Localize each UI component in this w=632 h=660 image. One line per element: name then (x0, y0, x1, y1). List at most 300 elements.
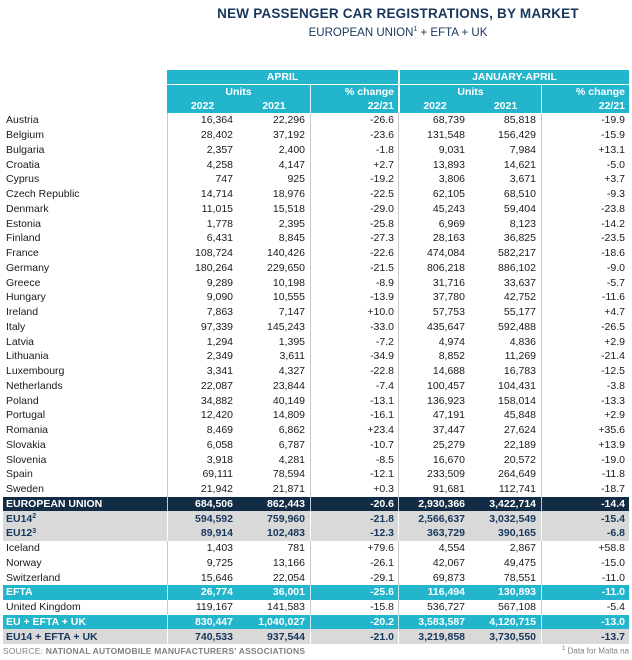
janapr-pct-change-cell: -23.8 (541, 202, 629, 217)
april-pct-change-cell: -21.8 (310, 511, 398, 526)
april-pct-change-cell: -20.2 (310, 615, 398, 630)
market-label-cell (3, 216, 167, 231)
april-2021-units-cell: 102,483 (267, 527, 305, 540)
market-label: Portugal (6, 409, 46, 422)
april-2022-units-cell: 97,339 (167, 320, 238, 335)
april-2021-units-cell: 10,198 (272, 276, 305, 289)
market-label: EU14 + EFTA + UK (6, 630, 98, 643)
col-header-2022-janapr: 2022 (400, 99, 470, 113)
market-label-cell (3, 187, 167, 202)
table-row (3, 438, 629, 453)
market-label-cell (3, 497, 167, 512)
janapr-2021-units-cell: 20,572 (503, 453, 536, 466)
header-spacer (3, 85, 167, 99)
janapr-2022-units-cell: 474,084 (427, 247, 465, 260)
april-pct-change-cell: -29.0 (310, 202, 398, 217)
malta-footnote (562, 646, 629, 656)
april-pct-change-cell: -15.8 (310, 600, 398, 615)
april-pct-change-cell: -1.8 (310, 143, 398, 158)
table-row (3, 128, 629, 143)
market-label: Denmark (6, 202, 49, 215)
market-footnote-marker: 2 (32, 513, 37, 521)
janapr-pct-change-cell: -5.4 (541, 600, 629, 615)
janapr-pct-change-cell: -18.6 (541, 246, 629, 261)
janapr-pct-change-cell: -6.8 (541, 526, 629, 541)
subtitle-footnote-marker: 1 (413, 26, 418, 33)
janapr-2022-units-cell: 2,566,637 (418, 512, 465, 525)
market-label-cell (3, 364, 167, 379)
april-2022-units-cell: 15,646 (167, 570, 238, 585)
header-row-period (3, 70, 629, 85)
april-2021-units-cell: 13,166 (272, 556, 305, 569)
april-2022-units-cell: 3,918 (167, 452, 238, 467)
janapr-2022-units-cell: 37,447 (432, 424, 465, 437)
janapr-pct-change-cell: -5.7 (541, 275, 629, 290)
table-row (3, 143, 629, 158)
janapr-2021-units-cell: 156,429 (498, 129, 536, 142)
market-label-cell (3, 379, 167, 394)
market-label: United Kingdom (6, 601, 81, 614)
janapr-2021-units-cell: 264,649 (498, 468, 536, 481)
april-pct-change-cell: +79.6 (310, 541, 398, 556)
market-label-cell (3, 629, 167, 644)
april-pct-change-cell: -8.9 (310, 275, 398, 290)
market-label-cell (3, 600, 167, 615)
janapr-pct-change-cell: -26.5 (541, 320, 629, 335)
april-2022-units-cell: 4,258 (167, 157, 238, 172)
market-label: Hungary (6, 291, 46, 304)
april-2021-units-cell: 4,147 (278, 158, 305, 171)
april-2022-units-cell: 6,058 (167, 438, 238, 453)
janapr-2021-units-cell: 8,123 (509, 217, 536, 230)
janapr-2022-units-cell: 47,191 (432, 409, 465, 422)
janapr-pct-change-cell: -19.9 (541, 113, 629, 128)
janapr-2022-units-cell: 25,279 (432, 438, 465, 451)
april-pct-change-cell: -25.6 (310, 585, 398, 600)
market-label: Romania (6, 424, 49, 437)
janapr-pct-change-cell: -13.7 (541, 629, 629, 644)
janapr-2022-units-cell: 3,219,858 (418, 630, 465, 643)
april-2022-units-cell: 89,914 (167, 526, 238, 541)
april-2021-units-cell: 14,809 (272, 409, 305, 422)
col-header-ratio-april: 22/21 (310, 99, 398, 113)
april-2022-units-cell: 9,289 (167, 275, 238, 290)
market-label: Greece (6, 276, 41, 289)
market-label: Lithuania (6, 350, 49, 363)
market-label: Sweden (6, 483, 44, 496)
market-label-cell (3, 275, 167, 290)
janapr-2022-units-cell: 8,852 (438, 350, 465, 363)
janapr-pct-change-cell: -15.4 (541, 511, 629, 526)
source-note (3, 646, 305, 656)
april-2022-units-cell: 11,015 (167, 202, 238, 217)
table-row (3, 231, 629, 246)
april-2022-units-cell: 7,863 (167, 305, 238, 320)
april-2022-units-cell: 9,090 (167, 290, 238, 305)
janapr-2022-units-cell: 28,163 (432, 232, 465, 245)
market-label-cell (3, 452, 167, 467)
table-row (3, 216, 629, 231)
april-2022-units-cell: 22,087 (167, 379, 238, 394)
table-row (3, 261, 629, 276)
janapr-pct-change-cell: -13.3 (541, 393, 629, 408)
janapr-2021-units-cell: 567,108 (498, 601, 536, 614)
janapr-pct-change-cell: -14.2 (541, 216, 629, 231)
janapr-2022-units-cell: 100,457 (427, 379, 465, 392)
janapr-pct-change-cell: -15.0 (541, 556, 629, 571)
april-2022-units-cell: 14,714 (167, 187, 238, 202)
april-pct-change-cell: -8.5 (310, 452, 398, 467)
april-pct-change-cell: -25.8 (310, 216, 398, 231)
janapr-2022-units-cell: 3,806 (438, 173, 465, 186)
market-label: Poland (6, 394, 39, 407)
janapr-2021-units-cell: 11,269 (504, 350, 536, 363)
april-2021-units-cell: 759,960 (267, 512, 305, 525)
janapr-2021-units-cell: 104,431 (498, 379, 536, 392)
market-label: EFTA (6, 586, 33, 599)
col-header-january-april: JANUARY-APRIL (400, 70, 629, 85)
market-label-cell (3, 585, 167, 600)
janapr-2022-units-cell: 136,923 (427, 394, 465, 407)
col-header-pct-change-janapr: % change (541, 85, 629, 99)
april-pct-change-cell: -33.0 (310, 320, 398, 335)
page-subtitle (167, 26, 629, 39)
april-2021-units-cell: 36,001 (272, 586, 305, 599)
janapr-2021-units-cell: 130,893 (498, 586, 536, 599)
april-pct-change-cell: -13.9 (310, 290, 398, 305)
april-2021-units-cell: 781 (287, 542, 305, 555)
janapr-2021-units-cell: 592,488 (498, 320, 536, 333)
april-2022-units-cell: 684,506 (167, 497, 238, 512)
janapr-2021-units-cell: 4,120,715 (489, 615, 536, 628)
april-2022-units-cell: 9,725 (167, 556, 238, 571)
market-label-cell (3, 157, 167, 172)
table-row (3, 585, 629, 600)
table-row (3, 290, 629, 305)
janapr-2021-units-cell: 68,510 (503, 188, 536, 201)
janapr-2021-units-cell: 3,730,550 (489, 630, 536, 643)
market-label: Estonia (6, 217, 42, 230)
table-row (3, 629, 629, 644)
april-2021-units-cell: 2,395 (278, 217, 305, 230)
janapr-2021-units-cell: 112,741 (498, 483, 536, 496)
market-label-cell (3, 467, 167, 482)
table-row (3, 452, 629, 467)
janapr-pct-change-cell: -11.8 (541, 467, 629, 482)
table-body (3, 113, 629, 644)
april-2021-units-cell: 6,787 (278, 438, 305, 451)
table-row (3, 615, 629, 630)
janapr-2022-units-cell: 45,243 (432, 202, 465, 215)
april-pct-change-cell: -7.4 (310, 379, 398, 394)
april-2021-units-cell: 78,594 (272, 468, 305, 481)
table-row (3, 600, 629, 615)
april-2021-units-cell: 141,583 (267, 601, 305, 614)
april-2021-units-cell: 862,443 (267, 497, 305, 510)
april-pct-change-cell: +10.0 (310, 305, 398, 320)
april-2022-units-cell: 34,882 (167, 393, 238, 408)
april-pct-change-cell: -21.0 (310, 629, 398, 644)
janapr-2022-units-cell: 68,739 (432, 114, 465, 127)
janapr-2022-units-cell: 13,893 (432, 158, 465, 171)
april-pct-change-cell: -22.8 (310, 364, 398, 379)
janapr-2021-units-cell: 85,818 (503, 114, 536, 127)
janapr-pct-change-cell: -11.6 (541, 290, 629, 305)
table-row (3, 423, 629, 438)
april-pct-change-cell: -12.3 (310, 526, 398, 541)
janapr-2022-units-cell: 69,873 (432, 571, 465, 584)
market-label-cell (3, 526, 167, 541)
janapr-2022-units-cell: 16,670 (432, 453, 465, 466)
footer (3, 646, 629, 656)
col-header-2022-april: 2022 (167, 99, 238, 113)
april-2022-units-cell: 3,341 (167, 364, 238, 379)
janapr-pct-change-cell: -9.3 (541, 187, 629, 202)
table-row (3, 172, 629, 187)
janapr-2022-units-cell: 233,509 (427, 468, 465, 481)
janapr-pct-change-cell: -12.5 (541, 364, 629, 379)
janapr-2022-units-cell: 9,031 (438, 143, 465, 156)
table-row (3, 379, 629, 394)
market-label: EUROPEAN UNION (6, 497, 103, 510)
market-label: Spain (6, 468, 33, 481)
april-2022-units-cell: 12,420 (167, 408, 238, 423)
april-2021-units-cell: 1,040,027 (258, 615, 305, 628)
janapr-pct-change-cell: +4.7 (541, 305, 629, 320)
april-2022-units-cell: 6,431 (167, 231, 238, 246)
april-2022-units-cell: 108,724 (167, 246, 238, 261)
table-row (3, 526, 629, 541)
janapr-pct-change-cell: -21.4 (541, 349, 629, 364)
janapr-2022-units-cell: 14,688 (432, 365, 465, 378)
col-header-2021-april: 2021 (238, 99, 310, 113)
april-2022-units-cell: 69,111 (167, 467, 238, 482)
april-2021-units-cell: 40,149 (272, 394, 305, 407)
april-2021-units-cell: 23,844 (272, 379, 305, 392)
janapr-2022-units-cell: 3,583,587 (418, 615, 465, 628)
april-pct-change-cell: +23.4 (310, 423, 398, 438)
market-label-cell (3, 113, 167, 128)
janapr-2021-units-cell: 59,404 (503, 202, 536, 215)
janapr-2022-units-cell: 91,681 (432, 483, 465, 496)
april-pct-change-cell: -26.1 (310, 556, 398, 571)
janapr-2022-units-cell: 2,930,366 (418, 497, 465, 510)
april-pct-change-cell: +0.3 (310, 482, 398, 497)
janapr-2021-units-cell: 390,165 (498, 527, 536, 540)
market-label-cell (3, 556, 167, 571)
table-row (3, 349, 629, 364)
janapr-pct-change-cell: +2.9 (541, 334, 629, 349)
janapr-2022-units-cell: 4,974 (438, 335, 465, 348)
market-footnote-marker: 3 (32, 528, 37, 535)
janapr-pct-change-cell: -15.9 (541, 128, 629, 143)
janapr-2021-units-cell: 36,825 (503, 232, 536, 245)
footnote-text: Data for Malta na (567, 646, 629, 656)
april-2021-units-cell: 21,871 (272, 483, 305, 496)
market-label: Croatia (6, 158, 40, 171)
market-label: Netherlands (6, 379, 63, 392)
april-2022-units-cell: 1,294 (167, 334, 238, 349)
april-2022-units-cell: 180,264 (167, 261, 238, 276)
april-2021-units-cell: 22,054 (272, 571, 305, 584)
janapr-2022-units-cell: 536,727 (427, 601, 465, 614)
janapr-pct-change-cell: -5.0 (541, 157, 629, 172)
april-pct-change-cell: -23.6 (310, 128, 398, 143)
table-row (3, 541, 629, 556)
market-label-cell (3, 334, 167, 349)
market-label: Austria (6, 114, 39, 127)
table-row (3, 305, 629, 320)
market-label: Czech Republic (6, 188, 80, 201)
april-2021-units-cell: 4,281 (278, 453, 305, 466)
market-label-cell (3, 143, 167, 158)
source-prefix: SOURCE: (3, 646, 44, 656)
april-pct-change-cell: +2.7 (310, 157, 398, 172)
april-2021-units-cell: 229,650 (267, 261, 305, 274)
janapr-2022-units-cell: 435,647 (427, 320, 465, 333)
janapr-2022-units-cell: 37,780 (432, 291, 465, 304)
market-label: Luxembourg (6, 365, 65, 378)
april-2022-units-cell: 1,778 (167, 216, 238, 231)
april-2021-units-cell: 37,192 (272, 129, 305, 142)
april-2021-units-cell: 925 (287, 173, 305, 186)
janapr-2022-units-cell: 42,067 (432, 556, 465, 569)
subtitle-pre: EUROPEAN UNION (308, 26, 414, 39)
market-label: Bulgaria (6, 143, 45, 156)
janapr-2022-units-cell: 31,716 (432, 276, 465, 289)
april-pct-change-cell: -22.6 (310, 246, 398, 261)
janapr-2022-units-cell: 6,969 (438, 217, 465, 230)
col-header-pct-change-april: % change (310, 85, 398, 99)
janapr-2021-units-cell: 22,189 (503, 438, 536, 451)
janapr-2022-units-cell: 363,729 (427, 527, 465, 540)
april-pct-change-cell: -19.2 (310, 172, 398, 187)
janapr-2021-units-cell: 3,671 (509, 173, 536, 186)
market-label: Iceland (6, 542, 40, 555)
janapr-pct-change-cell: -19.0 (541, 452, 629, 467)
header-row-years (3, 99, 629, 113)
janapr-2021-units-cell: 42,752 (503, 291, 536, 304)
market-label: Germany (6, 261, 50, 274)
janapr-2021-units-cell: 33,637 (503, 276, 536, 289)
market-label-cell (3, 202, 167, 217)
janapr-2022-units-cell: 116,494 (427, 586, 465, 599)
janapr-2022-units-cell: 4,554 (438, 542, 465, 555)
market-label-cell (3, 541, 167, 556)
market-label: Slovenia (6, 453, 47, 466)
market-label-cell (3, 511, 167, 526)
footnote-marker: 1 (562, 646, 566, 652)
table-row (3, 570, 629, 585)
table-row (3, 467, 629, 482)
market-label: Finland (6, 232, 41, 245)
header-spacer (3, 70, 167, 85)
registrations-table (3, 70, 629, 644)
janapr-2021-units-cell: 2,867 (509, 542, 536, 555)
janapr-pct-change-cell: +13.1 (541, 143, 629, 158)
market-label: Belgium (6, 129, 44, 142)
april-2021-units-cell: 2,400 (278, 143, 305, 156)
table-row (3, 497, 629, 512)
market-label: EU + EFTA + UK (6, 615, 86, 628)
april-2022-units-cell: 2,349 (167, 349, 238, 364)
april-2021-units-cell: 145,243 (267, 320, 305, 333)
janapr-2021-units-cell: 27,624 (503, 424, 536, 437)
janapr-pct-change-cell: -11.0 (541, 570, 629, 585)
janapr-pct-change-cell: +13.9 (541, 438, 629, 453)
market-label: Slovakia (6, 438, 46, 451)
market-label-cell (3, 261, 167, 276)
janapr-pct-change-cell: -3.8 (541, 379, 629, 394)
market-label-cell (3, 423, 167, 438)
market-label-cell (3, 172, 167, 187)
april-pct-change-cell: -16.1 (310, 408, 398, 423)
table-row (3, 364, 629, 379)
table-row (3, 113, 629, 128)
market-label-cell (3, 246, 167, 261)
table-row (3, 275, 629, 290)
table-row (3, 334, 629, 349)
janapr-2022-units-cell: 131,548 (427, 129, 465, 142)
april-2021-units-cell: 8,845 (278, 232, 305, 245)
table-row (3, 408, 629, 423)
market-label-cell (3, 349, 167, 364)
april-2021-units-cell: 15,518 (272, 202, 305, 215)
april-2021-units-cell: 4,327 (278, 365, 305, 378)
janapr-pct-change-cell: -13.0 (541, 615, 629, 630)
market-label-cell (3, 570, 167, 585)
table-row (3, 320, 629, 335)
janapr-pct-change-cell: +2.9 (541, 408, 629, 423)
market-label: EU12 (6, 527, 33, 540)
table-row (3, 393, 629, 408)
source-text: NATIONAL AUTOMOBILE MANUFACTURERS' ASSOCIATIONS (45, 646, 306, 656)
april-2022-units-cell: 8,469 (167, 423, 238, 438)
janapr-pct-change-cell: -11.0 (541, 585, 629, 600)
market-label: EU14 (6, 512, 33, 525)
title-block (167, 6, 629, 39)
april-pct-change-cell: -26.6 (310, 113, 398, 128)
table-row (3, 556, 629, 571)
janapr-2021-units-cell: 3,422,714 (489, 497, 536, 510)
market-label: Italy (6, 320, 26, 333)
market-label: Ireland (6, 306, 39, 319)
april-2022-units-cell: 747 (167, 172, 238, 187)
april-2022-units-cell: 16,364 (167, 113, 238, 128)
janapr-pct-change-cell: -9.0 (541, 261, 629, 276)
janapr-pct-change-cell: -14.4 (541, 497, 629, 512)
market-label: France (6, 247, 39, 260)
col-header-units-april: Units (167, 85, 310, 99)
janapr-2021-units-cell: 886,102 (498, 261, 536, 274)
janapr-2022-units-cell: 62,105 (432, 188, 465, 201)
janapr-2021-units-cell: 14,621 (503, 158, 536, 171)
market-label: Latvia (6, 335, 35, 348)
janapr-2021-units-cell: 55,177 (503, 306, 536, 319)
april-2022-units-cell: 28,402 (167, 128, 238, 143)
janapr-pct-change-cell: +58.8 (541, 541, 629, 556)
april-pct-change-cell: -27.3 (310, 231, 398, 246)
market-label-cell (3, 408, 167, 423)
april-2021-units-cell: 3,611 (279, 350, 305, 363)
janapr-2021-units-cell: 582,217 (498, 247, 536, 260)
april-pct-change-cell: -34.9 (310, 349, 398, 364)
market-label-cell (3, 482, 167, 497)
col-header-2021-janapr: 2021 (470, 99, 541, 113)
april-pct-change-cell: -29.1 (310, 570, 398, 585)
april-2022-units-cell: 830,447 (167, 615, 238, 630)
market-label-cell (3, 320, 167, 335)
